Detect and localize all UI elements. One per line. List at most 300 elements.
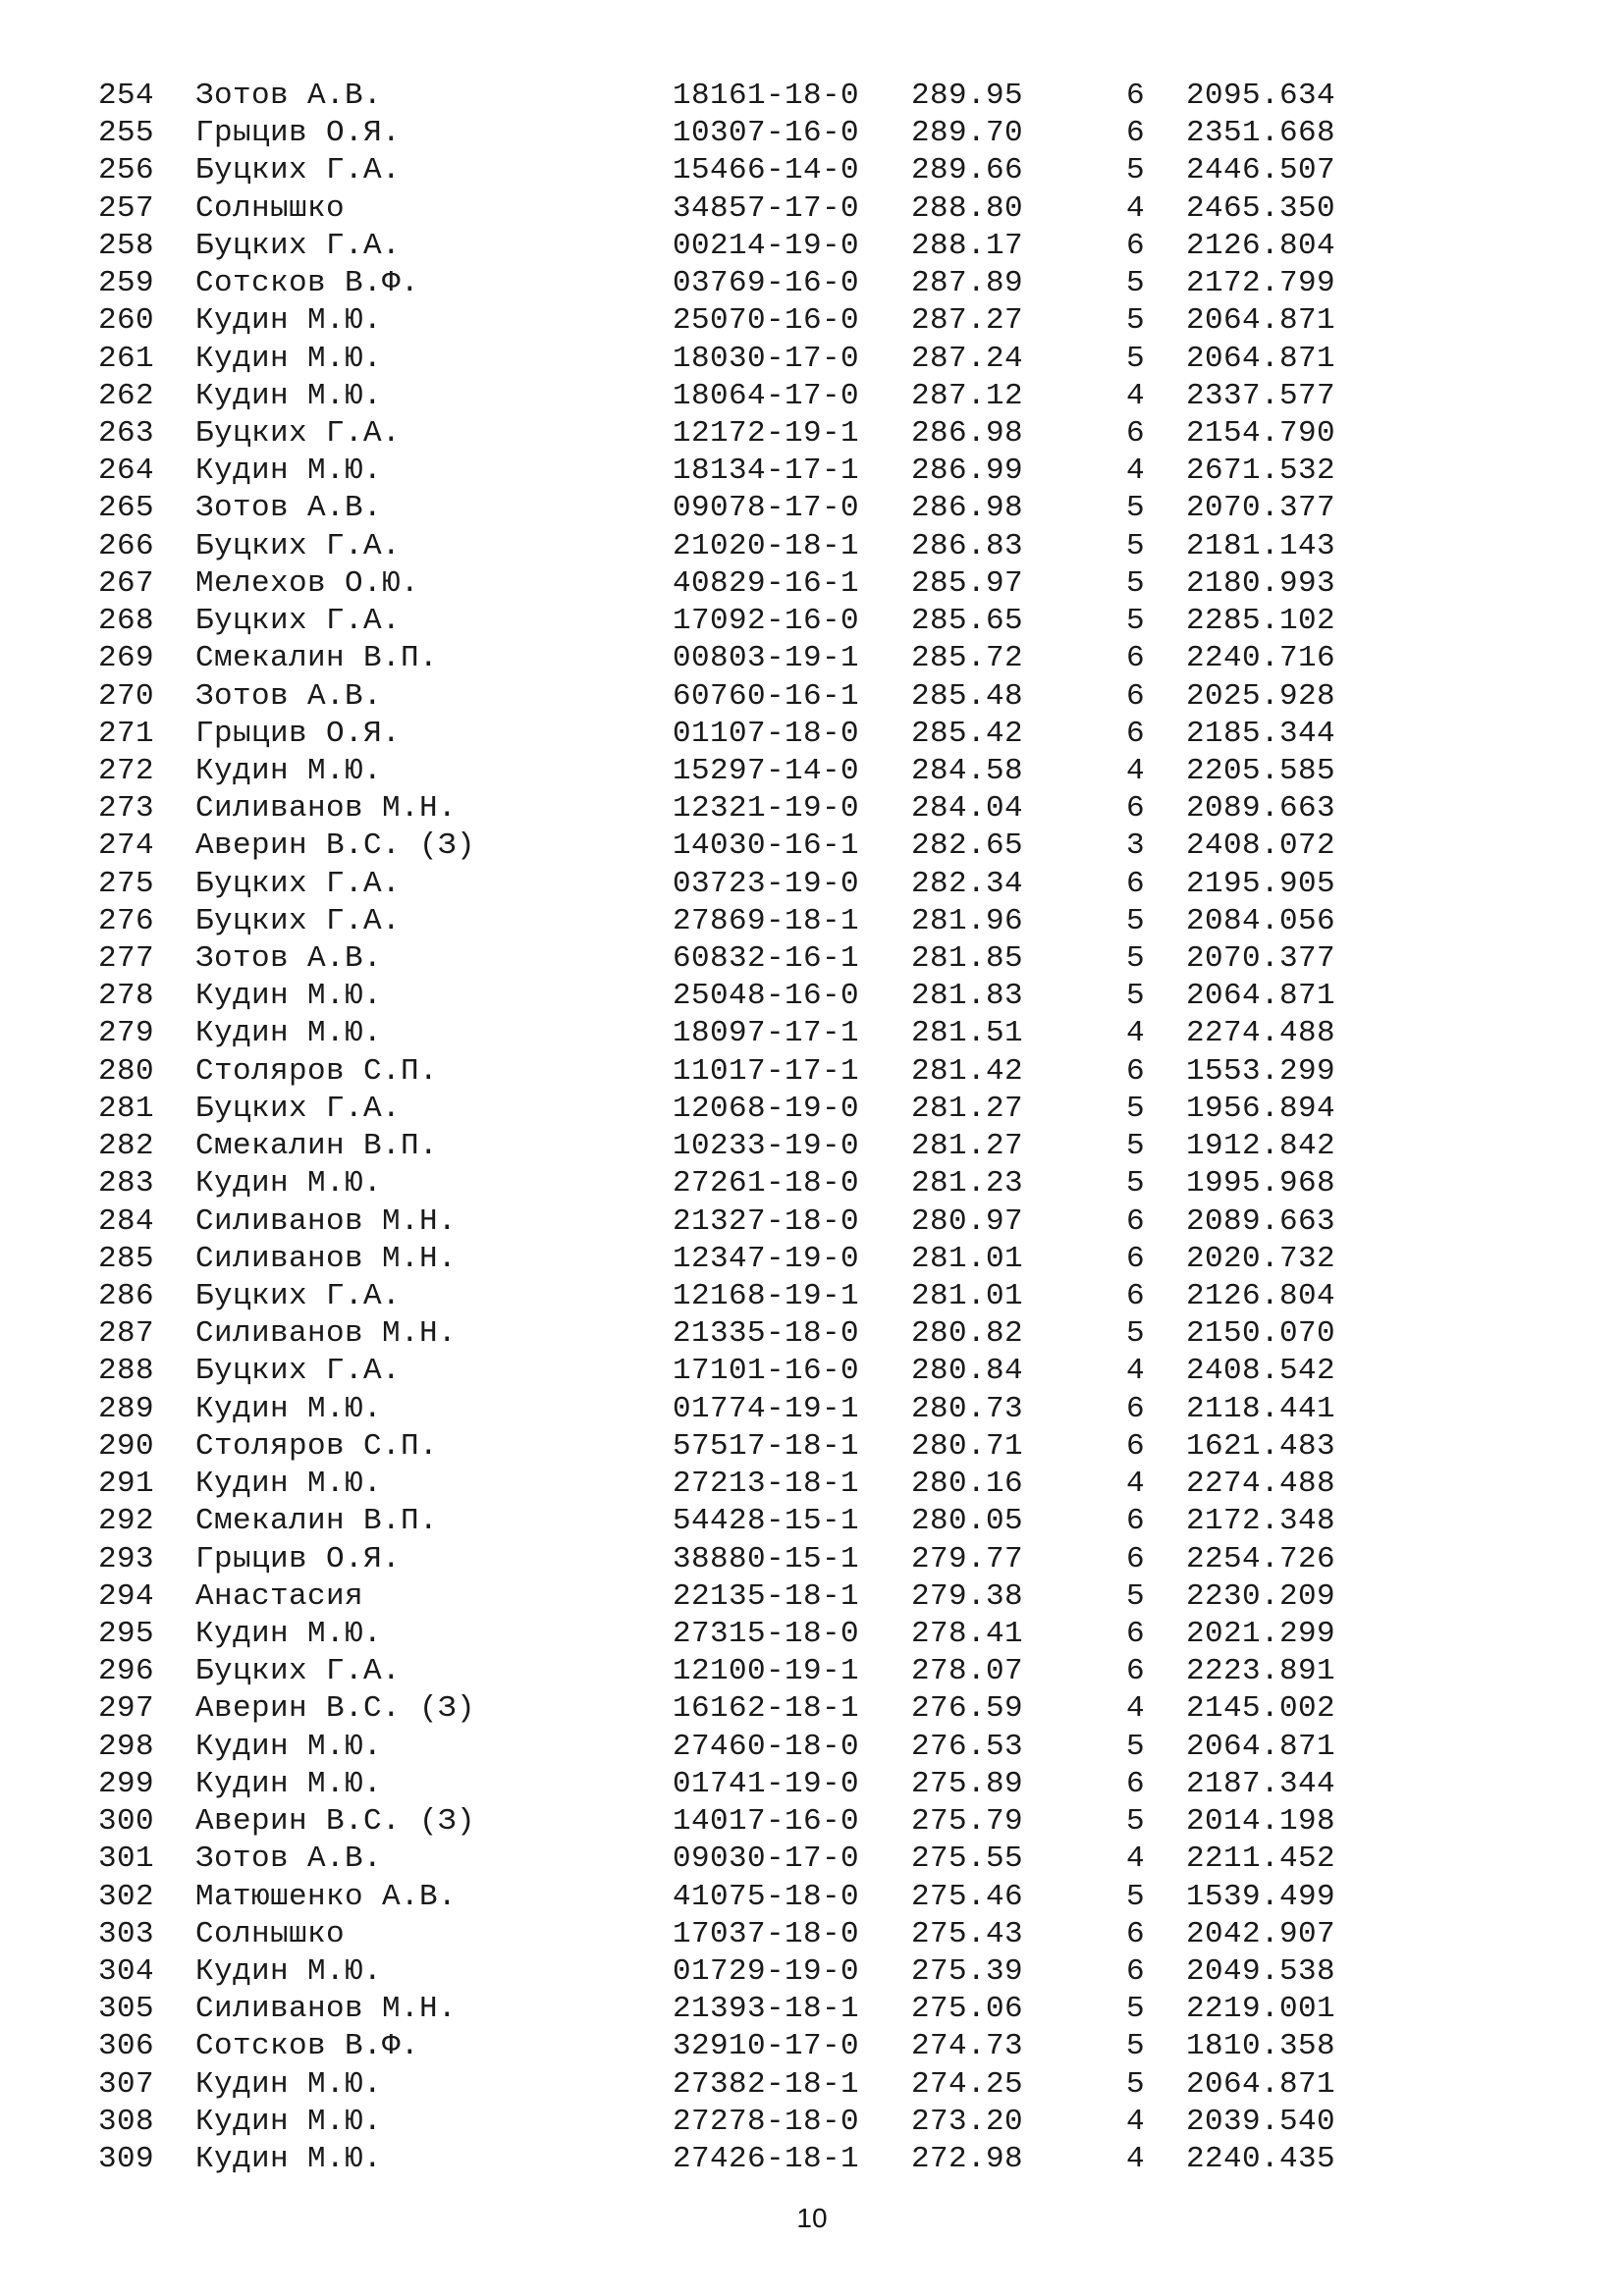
score-cell: 275.79 — [911, 1804, 1024, 1840]
coefficient-cell: 6 — [1126, 1053, 1146, 1089]
score-cell: 280.05 — [911, 1504, 1024, 1539]
coefficient-cell: 6 — [1126, 641, 1146, 676]
ring-code-cell: 12321-19-0 — [673, 791, 860, 827]
pilot-name-cell: Смекалин В.П. — [195, 1504, 439, 1539]
ring-code-cell: 21335-18-0 — [673, 1316, 860, 1352]
ring-code-cell: 27460-18-0 — [673, 1729, 860, 1764]
ring-code-cell: 27278-18-0 — [673, 2104, 860, 2139]
pilot-name-cell: Силиванов М.Н. — [195, 791, 458, 827]
coefficient-cell: 6 — [1126, 1766, 1146, 1801]
score-cell: 281.23 — [911, 1166, 1024, 1201]
score-cell: 285.97 — [911, 565, 1024, 601]
pilot-name-cell: Кудин М.Ю. — [195, 979, 383, 1014]
pilot-name-cell: Солнышко — [195, 1916, 346, 1951]
ring-code-cell: 01107-18-0 — [673, 716, 860, 751]
coefficient-cell: 6 — [1126, 1541, 1146, 1576]
ring-code-cell: 27261-18-0 — [673, 1166, 860, 1201]
row-number-cell: 259 — [98, 266, 155, 301]
ring-code-cell: 10307-16-0 — [673, 116, 860, 151]
score-cell: 274.25 — [911, 2066, 1024, 2102]
pilot-name-cell: Кудин М.Ю. — [195, 1766, 383, 1801]
row-number-cell: 258 — [98, 228, 155, 263]
distance-cell: 2118.441 — [1186, 1391, 1336, 1426]
coefficient-cell: 6 — [1126, 1428, 1146, 1464]
score-cell: 280.73 — [911, 1391, 1024, 1426]
coefficient-cell: 5 — [1126, 1129, 1146, 1164]
row-number-cell: 269 — [98, 641, 155, 676]
distance-cell: 1956.894 — [1186, 1091, 1336, 1126]
ring-code-cell: 34857-17-0 — [673, 190, 860, 226]
score-cell: 286.98 — [911, 491, 1024, 526]
pilot-name-cell: Буцких Г.А. — [195, 604, 402, 639]
pilot-name-cell: Мелехов О.Ю. — [195, 565, 420, 601]
ring-code-cell: 12347-19-0 — [673, 1241, 860, 1276]
pilot-name-cell: Кудин М.Ю. — [195, 303, 383, 339]
row-number-cell: 302 — [98, 1879, 155, 1914]
pilot-name-cell: Буцких Г.А. — [195, 528, 402, 563]
row-number-cell: 261 — [98, 341, 155, 376]
distance-cell: 2145.002 — [1186, 1691, 1336, 1727]
row-number-cell: 299 — [98, 1766, 155, 1801]
distance-cell: 2185.344 — [1186, 716, 1336, 751]
distance-cell: 2089.663 — [1186, 791, 1336, 827]
coefficient-cell: 6 — [1126, 866, 1146, 901]
coefficient-cell: 6 — [1126, 79, 1146, 113]
ring-code-cell: 54428-15-1 — [673, 1504, 860, 1539]
score-cell: 280.16 — [911, 1467, 1024, 1502]
row-number-cell: 295 — [98, 1616, 155, 1651]
row-number-cell: 255 — [98, 116, 155, 151]
ring-code-cell: 03723-19-0 — [673, 866, 860, 901]
pilot-name-cell: Буцких Г.А. — [195, 903, 402, 938]
distance-cell: 2095.634 — [1186, 79, 1336, 113]
coefficient-cell: 4 — [1126, 2104, 1146, 2139]
row-number-cell: 265 — [98, 491, 155, 526]
row-number-cell: 308 — [98, 2104, 155, 2139]
ring-code-cell: 40829-16-1 — [673, 565, 860, 601]
distance-cell: 2446.507 — [1186, 153, 1336, 188]
ring-code-cell: 12168-19-1 — [673, 1279, 860, 1313]
row-number-cell: 298 — [98, 1729, 155, 1764]
coefficient-cell: 5 — [1126, 1729, 1146, 1764]
row-number-cell: 301 — [98, 1842, 155, 1877]
ring-code-cell: 38880-15-1 — [673, 1541, 860, 1576]
distance-cell: 2020.732 — [1186, 1241, 1336, 1276]
ring-code-cell: 18134-17-1 — [673, 454, 860, 489]
coefficient-cell: 6 — [1126, 1241, 1146, 1276]
coefficient-cell: 6 — [1126, 1504, 1146, 1539]
ring-code-cell: 17037-18-0 — [673, 1916, 860, 1951]
coefficient-cell: 5 — [1126, 341, 1146, 376]
coefficient-cell: 6 — [1126, 678, 1146, 714]
row-number-cell: 303 — [98, 1916, 155, 1951]
score-cell: 286.83 — [911, 528, 1024, 563]
ring-code-cell: 03769-16-0 — [673, 266, 860, 301]
pilot-name-cell: Аверин В.С. (З) — [195, 1691, 476, 1727]
distance-cell: 1539.499 — [1186, 1879, 1336, 1914]
pilot-name-cell: Грыцив О.Я. — [195, 116, 402, 151]
coefficient-cell: 5 — [1126, 903, 1146, 938]
distance-cell: 2240.435 — [1186, 2142, 1336, 2177]
score-cell: 275.46 — [911, 1879, 1024, 1914]
distance-cell: 2195.905 — [1186, 866, 1336, 901]
row-number-cell: 300 — [98, 1804, 155, 1840]
coefficient-cell: 5 — [1126, 565, 1146, 601]
ring-code-cell: 25048-16-0 — [673, 979, 860, 1014]
coefficient-cell: 6 — [1126, 1391, 1146, 1426]
score-cell: 273.20 — [911, 2104, 1024, 2139]
ring-code-cell: 17101-16-0 — [673, 1354, 860, 1389]
pilot-name-cell: Кудин М.Ю. — [195, 454, 383, 489]
distance-cell: 2240.716 — [1186, 641, 1336, 676]
ring-code-cell: 12068-19-0 — [673, 1091, 860, 1126]
coefficient-cell: 6 — [1126, 228, 1146, 263]
coefficient-cell: 6 — [1126, 116, 1146, 151]
ring-code-cell: 14017-16-0 — [673, 1804, 860, 1840]
score-cell: 281.01 — [911, 1279, 1024, 1313]
ring-code-cell: 21327-18-0 — [673, 1203, 860, 1239]
distance-cell: 1912.842 — [1186, 1129, 1336, 1164]
score-cell: 281.83 — [911, 979, 1024, 1014]
ring-code-cell: 27315-18-0 — [673, 1616, 860, 1651]
ring-code-cell: 15297-14-0 — [673, 753, 860, 788]
pilot-name-cell: Буцких Г.А. — [195, 1091, 402, 1126]
pilot-name-cell: Силиванов М.Н. — [195, 1316, 458, 1352]
coefficient-cell: 5 — [1126, 979, 1146, 1014]
ring-code-cell: 60760-16-1 — [673, 678, 860, 714]
row-number-cell: 289 — [98, 1391, 155, 1426]
distance-cell: 2025.928 — [1186, 678, 1336, 714]
score-cell: 280.71 — [911, 1428, 1024, 1464]
row-number-cell: 264 — [98, 454, 155, 489]
pilot-name-cell: Буцких Г.А. — [195, 866, 402, 901]
score-cell: 278.41 — [911, 1616, 1024, 1651]
row-number-cell: 306 — [98, 2029, 155, 2064]
pilot-name-cell: Буцких Г.А. — [195, 228, 402, 263]
row-number-cell: 286 — [98, 1279, 155, 1313]
score-cell: 275.43 — [911, 1916, 1024, 1951]
row-number-cell: 281 — [98, 1091, 155, 1126]
ring-code-cell: 12172-19-1 — [673, 415, 860, 451]
coefficient-cell: 5 — [1126, 1992, 1146, 2027]
coefficient-cell: 6 — [1126, 716, 1146, 751]
distance-cell: 2180.993 — [1186, 565, 1336, 601]
pilot-name-cell: Кудин М.Ю. — [195, 378, 383, 413]
score-cell: 287.12 — [911, 378, 1024, 413]
row-number-cell: 271 — [98, 716, 155, 751]
pilot-name-cell: Солнышко — [195, 190, 346, 226]
score-cell: 280.97 — [911, 1203, 1024, 1239]
coefficient-cell: 5 — [1126, 491, 1146, 526]
ring-code-cell: 60832-16-1 — [673, 941, 860, 977]
pilot-name-cell: Сотсков В.Ф. — [195, 266, 420, 301]
coefficient-cell: 6 — [1126, 1616, 1146, 1651]
distance-cell: 2089.663 — [1186, 1203, 1336, 1239]
distance-cell: 2172.348 — [1186, 1504, 1336, 1539]
coefficient-cell: 4 — [1126, 1016, 1146, 1051]
pilot-name-cell: Кудин М.Ю. — [195, 1729, 383, 1764]
row-number-cell: 273 — [98, 791, 155, 827]
ring-code-cell: 01741-19-0 — [673, 1766, 860, 1801]
row-number-cell: 275 — [98, 866, 155, 901]
coefficient-cell: 5 — [1126, 153, 1146, 188]
distance-cell: 2064.871 — [1186, 341, 1336, 376]
pilot-name-cell: Зотов А.В. — [195, 1842, 383, 1877]
score-cell: 289.95 — [911, 79, 1024, 113]
pilot-name-cell: Зотов А.В. — [195, 79, 383, 113]
score-cell: 284.04 — [911, 791, 1024, 827]
distance-cell: 2254.726 — [1186, 1541, 1336, 1576]
row-number-cell: 280 — [98, 1053, 155, 1089]
row-number-cell: 257 — [98, 190, 155, 226]
score-cell: 278.07 — [911, 1654, 1024, 1689]
score-cell: 276.59 — [911, 1691, 1024, 1727]
coefficient-cell: 4 — [1126, 454, 1146, 489]
coefficient-cell: 5 — [1126, 1879, 1146, 1914]
coefficient-cell: 4 — [1126, 190, 1146, 226]
pilot-name-cell: Буцких Г.А. — [195, 1279, 402, 1313]
distance-cell: 2274.488 — [1186, 1016, 1336, 1051]
ring-code-cell: 27382-18-1 — [673, 2066, 860, 2102]
score-cell: 287.27 — [911, 303, 1024, 339]
row-number-cell: 291 — [98, 1467, 155, 1502]
pilot-name-cell: Силиванов М.Н. — [195, 1992, 458, 2027]
pilot-name-cell: Грыцив О.Я. — [195, 1541, 402, 1576]
distance-cell: 2408.072 — [1186, 828, 1336, 864]
ring-code-cell: 17092-16-0 — [673, 604, 860, 639]
row-number-cell: 266 — [98, 528, 155, 563]
row-number-cell: 307 — [98, 2066, 155, 2102]
coefficient-cell: 4 — [1126, 1691, 1146, 1727]
ring-code-cell: 09030-17-0 — [673, 1842, 860, 1877]
row-number-cell: 288 — [98, 1354, 155, 1389]
ring-code-cell: 15466-14-0 — [673, 153, 860, 188]
coefficient-cell: 5 — [1126, 1091, 1146, 1126]
pilot-name-cell: Буцких Г.А. — [195, 415, 402, 451]
score-cell: 281.51 — [911, 1016, 1024, 1051]
distance-cell: 2230.209 — [1186, 1578, 1336, 1614]
coefficient-cell: 4 — [1126, 1467, 1146, 1502]
row-number-cell: 274 — [98, 828, 155, 864]
pilot-name-cell: Силиванов М.Н. — [195, 1203, 458, 1239]
row-number-cell: 260 — [98, 303, 155, 339]
distance-cell: 2064.871 — [1186, 2066, 1336, 2102]
ring-code-cell: 11017-17-1 — [673, 1053, 860, 1089]
score-cell: 284.58 — [911, 753, 1024, 788]
pilot-name-cell: Зотов А.В. — [195, 678, 383, 714]
distance-cell: 2064.871 — [1186, 1729, 1336, 1764]
distance-cell: 2049.538 — [1186, 1953, 1336, 1989]
pilot-name-cell: Кудин М.Ю. — [195, 1467, 383, 1502]
score-cell: 287.24 — [911, 341, 1024, 376]
coefficient-cell: 3 — [1126, 828, 1146, 864]
ring-code-cell: 10233-19-0 — [673, 1129, 860, 1164]
row-number-cell: 305 — [98, 1992, 155, 2027]
row-number-cell: 272 — [98, 753, 155, 788]
pilot-name-cell: Кудин М.Ю. — [195, 2142, 383, 2177]
distance-cell: 2671.532 — [1186, 454, 1336, 489]
distance-cell: 2039.540 — [1186, 2104, 1336, 2139]
coefficient-cell: 6 — [1126, 791, 1146, 827]
row-number-cell: 262 — [98, 378, 155, 413]
ring-code-cell: 16162-18-1 — [673, 1691, 860, 1727]
score-cell: 289.70 — [911, 116, 1024, 151]
ring-code-cell: 41075-18-0 — [673, 1879, 860, 1914]
pilot-name-cell: Кудин М.Ю. — [195, 341, 383, 376]
ring-code-cell: 32910-17-0 — [673, 2029, 860, 2064]
row-number-cell: 304 — [98, 1953, 155, 1989]
distance-cell: 2070.377 — [1186, 491, 1336, 526]
score-cell: 281.27 — [911, 1091, 1024, 1126]
pilot-name-cell: Смекалин В.П. — [195, 641, 439, 676]
pilot-name-cell: Силиванов М.Н. — [195, 1241, 458, 1276]
distance-cell: 2150.070 — [1186, 1316, 1336, 1352]
score-cell: 285.65 — [911, 604, 1024, 639]
score-cell: 280.82 — [911, 1316, 1024, 1352]
row-number-cell: 309 — [98, 2142, 155, 2177]
row-number-cell: 284 — [98, 1203, 155, 1239]
coefficient-cell: 5 — [1126, 1804, 1146, 1840]
row-number-cell: 277 — [98, 941, 155, 977]
ring-code-cell: 27213-18-1 — [673, 1467, 860, 1502]
pilot-name-cell: Аверин В.С. (З) — [195, 828, 476, 864]
score-cell: 275.55 — [911, 1842, 1024, 1877]
pilot-name-cell: Сотсков В.Ф. — [195, 2029, 420, 2064]
row-number-cell: 290 — [98, 1428, 155, 1464]
distance-cell: 2211.452 — [1186, 1842, 1336, 1877]
row-number-cell: 268 — [98, 604, 155, 639]
score-cell: 288.17 — [911, 228, 1024, 263]
coefficient-cell: 4 — [1126, 1842, 1146, 1877]
ring-code-cell: 18030-17-0 — [673, 341, 860, 376]
distance-cell: 2070.377 — [1186, 941, 1336, 977]
coefficient-cell: 6 — [1126, 1916, 1146, 1951]
score-cell: 279.77 — [911, 1541, 1024, 1576]
pilot-name-cell: Кудин М.Ю. — [195, 1166, 383, 1201]
distance-cell: 1621.483 — [1186, 1428, 1336, 1464]
distance-cell: 1995.968 — [1186, 1166, 1336, 1201]
distance-cell: 2126.804 — [1186, 228, 1336, 263]
row-number-cell: 256 — [98, 153, 155, 188]
distance-cell: 2408.542 — [1186, 1354, 1336, 1389]
distance-cell: 1553.299 — [1186, 1053, 1336, 1089]
ring-code-cell: 18064-17-0 — [673, 378, 860, 413]
row-number-cell: 254 — [98, 79, 155, 113]
coefficient-cell: 6 — [1126, 1654, 1146, 1689]
score-cell: 281.42 — [911, 1053, 1024, 1089]
ring-code-cell: 21020-18-1 — [673, 528, 860, 563]
pilot-name-cell: Столяров С.П. — [195, 1053, 439, 1089]
page-number: 10 — [796, 2203, 828, 2233]
score-cell: 289.66 — [911, 153, 1024, 188]
pilot-name-cell: Буцких Г.А. — [195, 153, 402, 188]
coefficient-cell: 5 — [1126, 1578, 1146, 1614]
row-number-cell: 287 — [98, 1316, 155, 1352]
ring-code-cell: 09078-17-0 — [673, 491, 860, 526]
distance-cell: 2064.871 — [1186, 303, 1336, 339]
pilot-name-cell: Столяров С.П. — [195, 1428, 439, 1464]
row-number-cell: 292 — [98, 1504, 155, 1539]
coefficient-cell: 5 — [1126, 528, 1146, 563]
score-cell: 275.89 — [911, 1766, 1024, 1801]
coefficient-cell: 5 — [1126, 266, 1146, 301]
row-number-cell: 278 — [98, 979, 155, 1014]
pilot-name-cell: Кудин М.Ю. — [195, 1391, 383, 1426]
ring-code-cell: 14030-16-1 — [673, 828, 860, 864]
row-number-cell: 270 — [98, 678, 155, 714]
coefficient-cell: 4 — [1126, 753, 1146, 788]
pilot-name-cell: Аверин В.С. (З) — [195, 1804, 476, 1840]
distance-cell: 2126.804 — [1186, 1279, 1336, 1313]
coefficient-cell: 5 — [1126, 2066, 1146, 2102]
score-cell: 288.80 — [911, 190, 1024, 226]
distance-cell: 2285.102 — [1186, 604, 1336, 639]
distance-cell: 2351.668 — [1186, 116, 1336, 151]
score-cell: 281.01 — [911, 1241, 1024, 1276]
distance-cell: 2187.344 — [1186, 1766, 1336, 1801]
ring-code-cell: 00214-19-0 — [673, 228, 860, 263]
pilot-name-cell: Кудин М.Ю. — [195, 753, 383, 788]
row-number-cell: 276 — [98, 903, 155, 938]
pilot-name-cell: Кудин М.Ю. — [195, 2066, 383, 2102]
pilot-name-cell: Зотов А.В. — [195, 941, 383, 977]
score-cell: 282.34 — [911, 866, 1024, 901]
pilot-name-cell: Смекалин В.П. — [195, 1129, 439, 1164]
ring-code-cell: 22135-18-1 — [673, 1578, 860, 1614]
pilot-name-cell: Зотов А.В. — [195, 491, 383, 526]
pilot-name-cell: Кудин М.Ю. — [195, 1616, 383, 1651]
coefficient-cell: 6 — [1126, 1953, 1146, 1989]
distance-cell: 2014.198 — [1186, 1804, 1336, 1840]
score-cell: 287.89 — [911, 266, 1024, 301]
score-cell: 281.85 — [911, 941, 1024, 977]
score-cell: 285.42 — [911, 716, 1024, 751]
score-cell: 276.53 — [911, 1729, 1024, 1764]
distance-cell: 2021.299 — [1186, 1616, 1336, 1651]
row-number-cell: 279 — [98, 1016, 155, 1051]
distance-cell: 2205.585 — [1186, 753, 1336, 788]
distance-cell: 1810.358 — [1186, 2029, 1336, 2064]
score-cell: 286.98 — [911, 415, 1024, 451]
distance-cell: 2219.001 — [1186, 1992, 1336, 2027]
coefficient-cell: 6 — [1126, 415, 1146, 451]
ring-code-cell: 27869-18-1 — [673, 903, 860, 938]
score-cell: 285.48 — [911, 678, 1024, 714]
coefficient-cell: 5 — [1126, 303, 1146, 339]
pilot-name-cell: Кудин М.Ю. — [195, 1953, 383, 1989]
coefficient-cell: 4 — [1126, 2142, 1146, 2177]
distance-cell: 2465.350 — [1186, 190, 1336, 226]
score-cell: 274.73 — [911, 2029, 1024, 2064]
ring-code-cell: 57517-18-1 — [673, 1428, 860, 1464]
score-cell: 286.99 — [911, 454, 1024, 489]
coefficient-cell: 4 — [1126, 378, 1146, 413]
coefficient-cell: 5 — [1126, 604, 1146, 639]
ring-code-cell: 01774-19-1 — [673, 1391, 860, 1426]
ring-code-cell: 01729-19-0 — [673, 1953, 860, 1989]
score-cell: 272.98 — [911, 2142, 1024, 2177]
score-cell: 281.96 — [911, 903, 1024, 938]
ring-code-cell: 25070-16-0 — [673, 303, 860, 339]
score-cell: 282.65 — [911, 828, 1024, 864]
coefficient-cell: 5 — [1126, 1166, 1146, 1201]
coefficient-cell: 5 — [1126, 1316, 1146, 1352]
ring-code-cell: 00803-19-1 — [673, 641, 860, 676]
distance-cell: 2223.891 — [1186, 1654, 1336, 1689]
row-number-cell: 293 — [98, 1541, 155, 1576]
coefficient-cell: 5 — [1126, 941, 1146, 977]
pilot-name-cell: Буцких Г.А. — [195, 1354, 402, 1389]
